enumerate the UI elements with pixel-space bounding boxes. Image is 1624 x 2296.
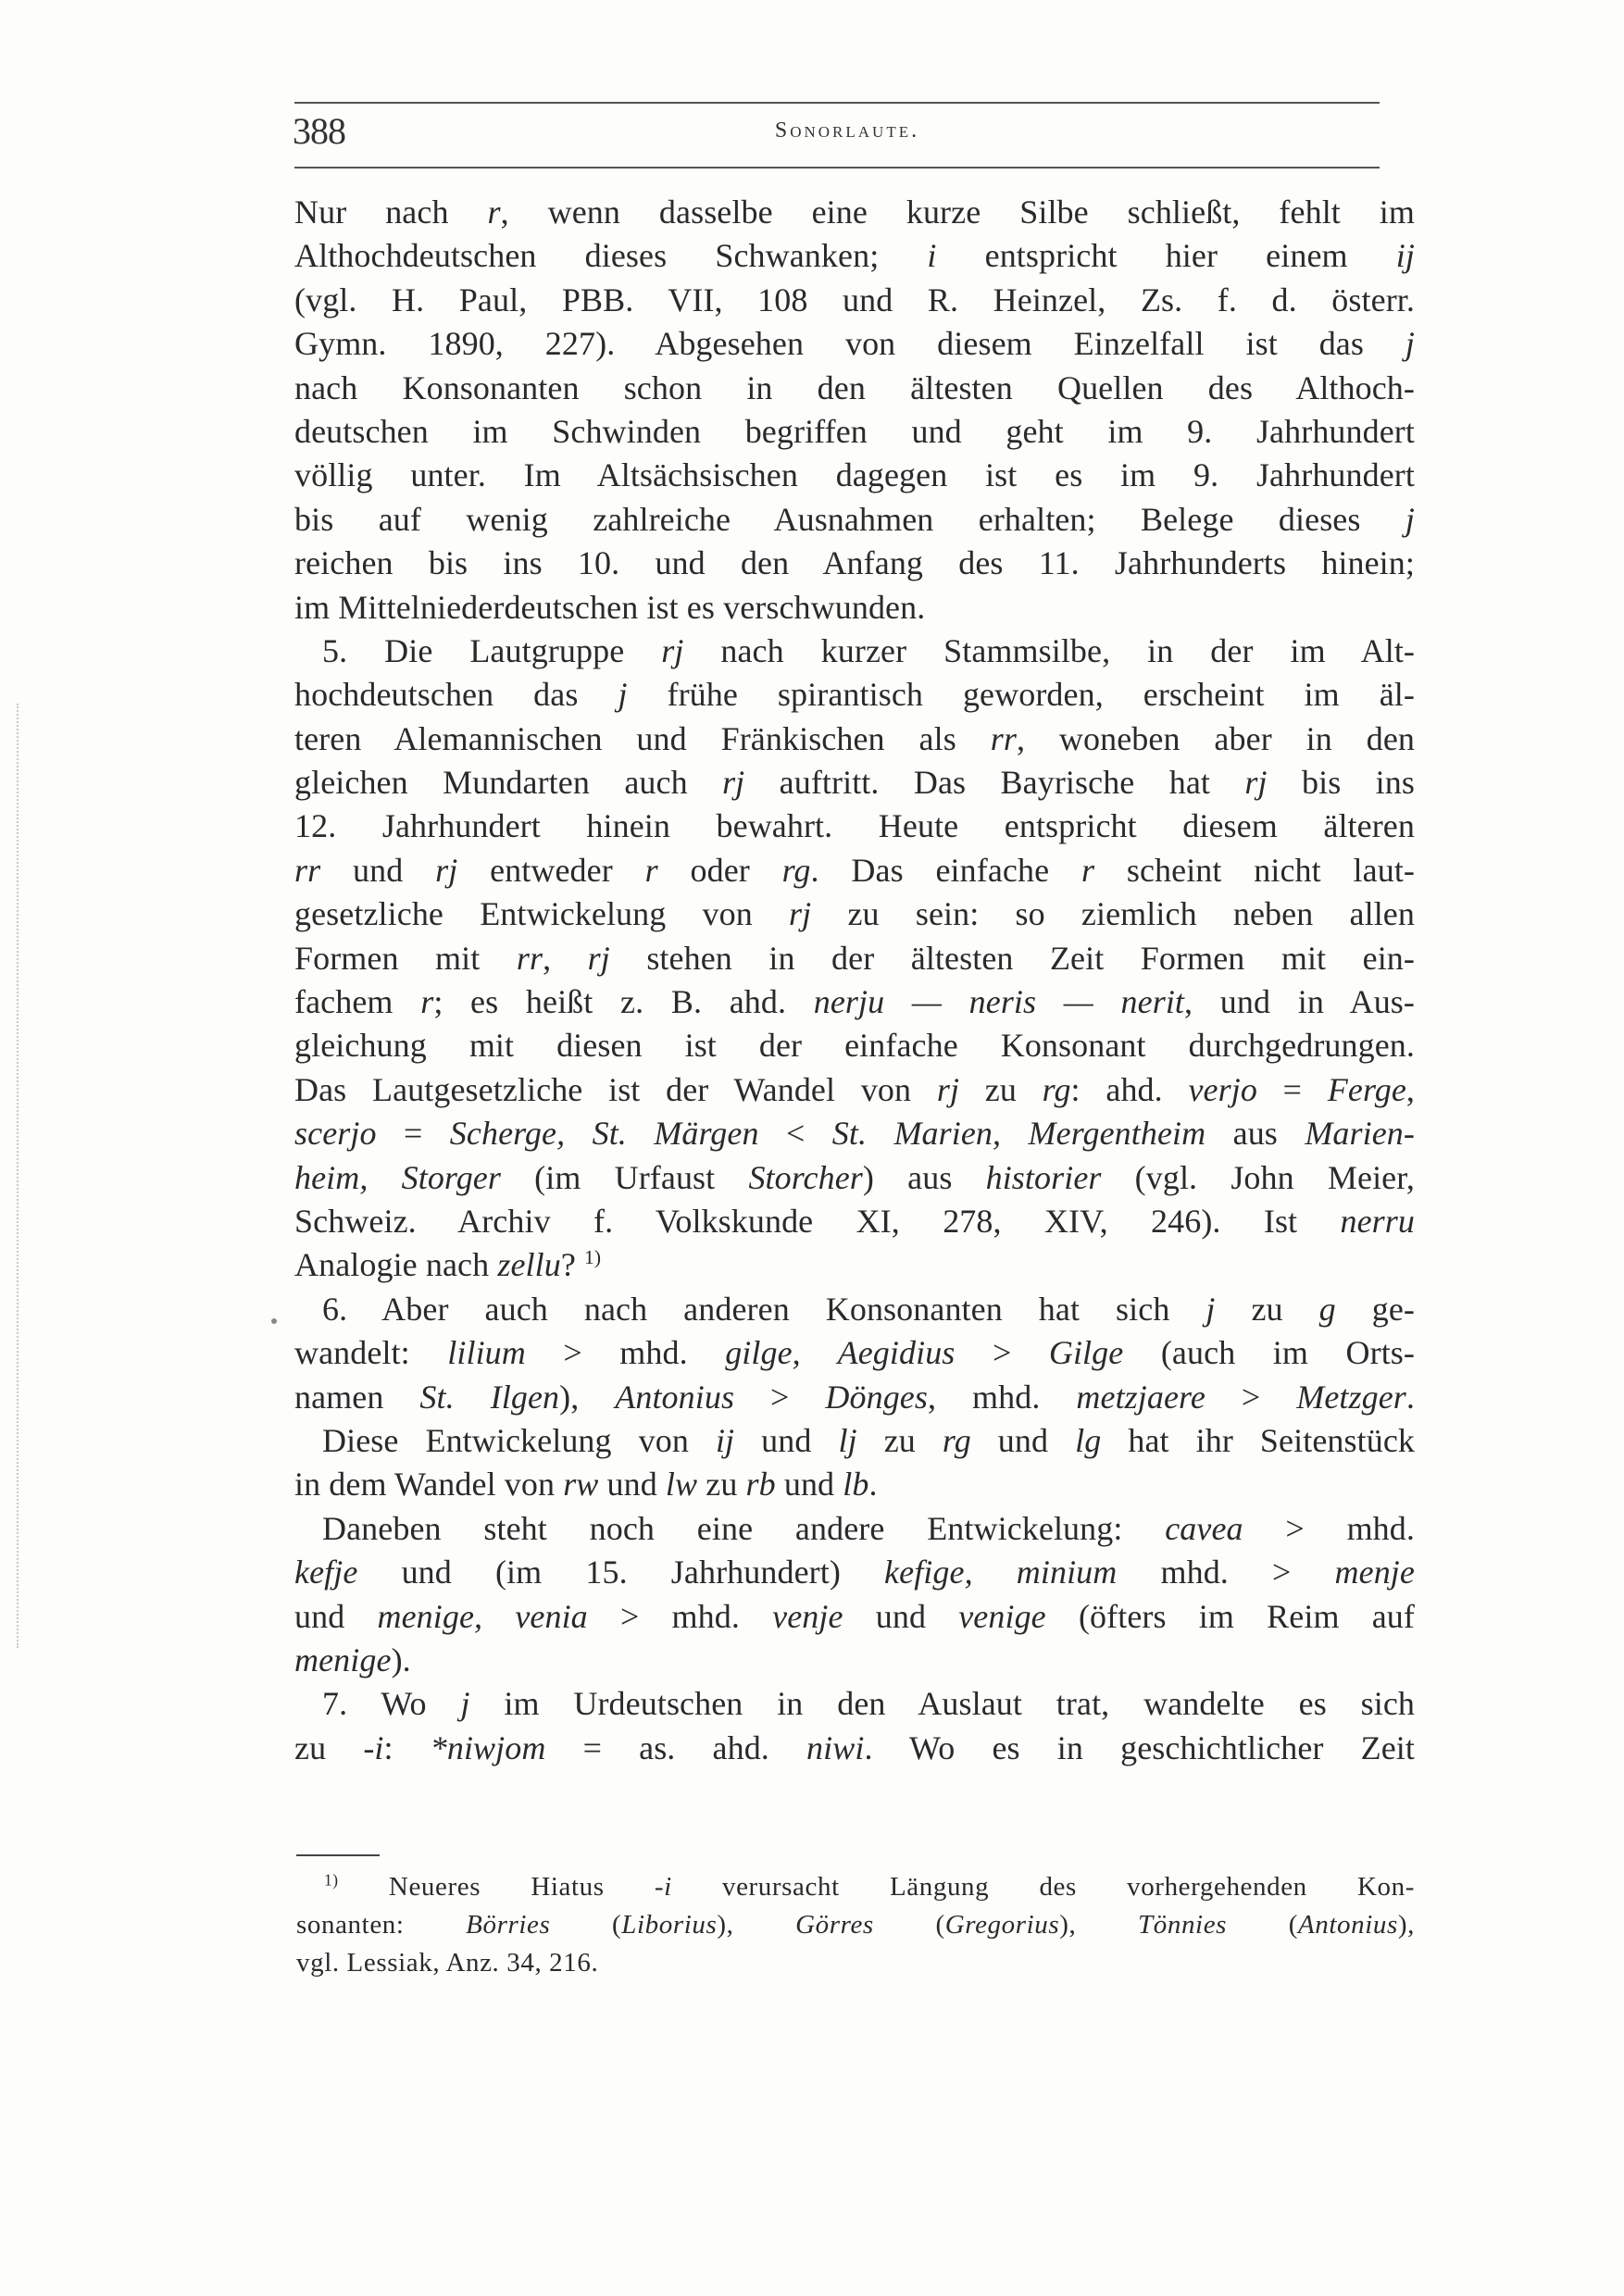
italic-term: Gregorius — [944, 1910, 1060, 1940]
text-run: = as. ahd. — [545, 1728, 807, 1766]
italic-term: metzjaere — [1076, 1378, 1206, 1416]
italic-term: nerju — neris — nerit — [813, 983, 1185, 1021]
text-run: verursacht Längung des vorhergehenden Kon- — [671, 1872, 1415, 1902]
italic-term: rg — [1042, 1070, 1071, 1108]
italic-term: rr — [294, 851, 321, 889]
text-run: , und in Aus- — [1184, 983, 1415, 1021]
italic-term: ij — [1395, 237, 1415, 275]
text-run: Neueres Hiatus — [388, 1872, 655, 1902]
body-line — [294, 1112, 1415, 1155]
text-run: fachem — [294, 983, 421, 1021]
text-run: ? — [560, 1246, 585, 1284]
italic-term: lb — [843, 1466, 869, 1504]
text-run: zu — [697, 1466, 746, 1504]
running-head: Sonorlaute. — [774, 119, 920, 143]
italic-term: kefige, minium — [884, 1554, 1118, 1591]
text-run: und (im 15. Jahrhundert) — [357, 1554, 885, 1591]
header-rule-top — [294, 102, 1380, 104]
text-run: < — [758, 1115, 832, 1153]
body-text — [294, 191, 1415, 1770]
text-run: wandelt: — [294, 1334, 448, 1372]
italic-term: r — [420, 983, 434, 1021]
italic-term: j — [1206, 1290, 1216, 1328]
header-rule-bottom — [294, 167, 1380, 168]
text-run: und — [320, 851, 436, 889]
body-line — [294, 1376, 1415, 1419]
body-line — [294, 761, 1415, 805]
italic-term: rg — [781, 851, 811, 889]
text-run: Nur nach — [294, 193, 488, 231]
italic-term: r — [644, 851, 658, 889]
body-line — [294, 234, 1415, 278]
text-run: 7. Wo — [322, 1685, 461, 1723]
text-run: > mhd. — [1243, 1509, 1415, 1547]
italic-term: rj — [936, 1070, 960, 1108]
text-run: ). — [391, 1641, 411, 1678]
italic-term: rr — [990, 719, 1017, 757]
text-run: und — [775, 1466, 843, 1504]
text-run: in dem Wandel von — [294, 1466, 564, 1504]
body-line — [294, 1551, 1415, 1594]
text-run: , woneben aber in den — [1016, 719, 1416, 757]
italic-term: menje — [1334, 1554, 1415, 1591]
italic-term: gilge, Aegidius — [725, 1334, 956, 1372]
italic-term: heim, Storger — [294, 1158, 501, 1196]
italic-term: lilium — [447, 1334, 526, 1372]
body-line — [294, 410, 1415, 454]
text-run: scheint nicht laut- — [1094, 851, 1416, 889]
italic-term: rb — [745, 1466, 776, 1504]
text-run: oder — [657, 851, 782, 889]
body-line — [294, 849, 1415, 892]
text-run: (vgl. H. Paul, PBB. VII, 108 und R. Heinzel, Zs. f. d. österr. — [294, 281, 1415, 318]
body-line — [294, 673, 1415, 717]
italic-term: Antonius — [1297, 1910, 1398, 1940]
body-line — [294, 191, 1415, 234]
italic-term: kefje — [294, 1554, 358, 1591]
italic-term: -i — [363, 1728, 384, 1766]
italic-term: Görres — [795, 1910, 874, 1940]
body-line — [294, 322, 1415, 366]
text-run: (öfters im Reim auf — [1045, 1597, 1415, 1635]
text-run: Daneben steht noch eine andere Entwickelung: — [322, 1509, 1166, 1547]
text-run: Das Lautgesetzliche ist der Wandel von — [294, 1070, 937, 1108]
italic-term: Marien- — [1305, 1115, 1415, 1153]
text-run: ) aus — [862, 1158, 986, 1196]
italic-term: Liborius — [621, 1910, 718, 1940]
body-line — [294, 1024, 1415, 1067]
italic-term: rr — [516, 939, 543, 977]
italic-term: historier — [985, 1158, 1102, 1196]
italic-term: j — [1405, 325, 1415, 363]
body-line — [294, 1639, 1415, 1682]
text-run: Analogie nach — [294, 1246, 498, 1284]
text-run: im Urdeutschen in den Auslaut trat, wandelte es sich — [469, 1685, 1415, 1723]
body-line — [294, 1419, 1415, 1463]
text-run: zu — [959, 1070, 1043, 1108]
text-run: (vgl. John Meier, — [1101, 1158, 1415, 1196]
text-run: namen — [294, 1378, 420, 1416]
text-run: : ahd. — [1070, 1070, 1189, 1108]
footnote-line — [296, 1906, 1415, 1944]
footnote-line — [296, 1868, 1415, 1906]
body-line — [294, 805, 1415, 848]
italic-term: Metzger — [1296, 1378, 1406, 1416]
italic-term: j — [618, 676, 628, 714]
text-run: hat ihr Seitenstück — [1101, 1421, 1416, 1459]
italic-term: i — [927, 237, 937, 275]
text-run: deutschen im Schwinden begriffen und geht im 9. Jahrhundert — [294, 412, 1415, 450]
text-run: ( — [873, 1910, 945, 1940]
footnote-line — [296, 1944, 1415, 1982]
text-run: Formen mit — [294, 939, 517, 977]
text-run: ( — [1227, 1910, 1298, 1940]
text-run: gesetzliche Entwickelung von — [294, 895, 790, 933]
text-run: , — [1405, 1070, 1416, 1108]
text-run: entweder — [457, 851, 645, 889]
text-run: und — [598, 1466, 666, 1504]
body-line — [294, 1682, 1415, 1726]
footnote-reference[interactable]: 1) — [584, 1246, 602, 1269]
body-line — [294, 892, 1415, 936]
italic-term: lj — [838, 1421, 857, 1459]
body-line — [294, 279, 1415, 322]
body-line — [294, 1595, 1415, 1639]
italic-term: Gilge — [1048, 1334, 1124, 1372]
italic-term: rg — [942, 1421, 971, 1459]
text-run: stehen in der ältesten Zeit Formen mit ein- — [609, 939, 1415, 977]
text-run: . — [1405, 1378, 1416, 1416]
text-run: ge- — [1335, 1290, 1415, 1328]
text-run: , wenn dasselbe eine kurze Silbe schließt, fehlt im — [500, 193, 1416, 231]
text-run: > — [955, 1334, 1049, 1372]
text-run: ( — [550, 1910, 622, 1940]
text-run: > mhd. — [587, 1597, 773, 1635]
text-run: zu sein: so ziemlich neben allen — [811, 895, 1415, 933]
italic-term: lw — [665, 1466, 698, 1504]
body-line — [294, 586, 1415, 630]
text-run: bis ins — [1267, 764, 1415, 802]
text-run: nach Konsonanten schon in den ältesten Quellen des Althoch- — [294, 368, 1415, 406]
italic-term: nerru — [1340, 1202, 1415, 1240]
italic-term: St. Marien, Mergentheim — [831, 1115, 1206, 1153]
text-run: 12. Jahrhundert hinein bewahrt. Heute entspricht diesem älteren — [294, 807, 1415, 845]
text-run: im Mittelniederdeutschen ist es verschwunden. — [294, 588, 926, 626]
text-run: gleichen Mundarten auch — [294, 764, 723, 802]
italic-term: rj — [661, 631, 684, 669]
italic-term: -i — [654, 1872, 672, 1902]
margin-mark — [271, 1318, 277, 1324]
footnote-marker: 1) — [324, 1870, 339, 1890]
text-run: ), — [1397, 1910, 1415, 1940]
body-line — [294, 1156, 1415, 1200]
text-run: hochdeutschen das — [294, 676, 618, 714]
body-line — [294, 1507, 1415, 1551]
italic-term: Scherge, St. Märgen — [449, 1115, 759, 1153]
text-run: frühe spirantisch geworden, erscheint im äl- — [627, 676, 1415, 714]
body-line — [294, 542, 1415, 585]
text-run: völlig unter. Im Altsächsischen dagegen ist es im 9. Jahrhundert — [294, 456, 1415, 494]
text-run: 6. Aber auch nach anderen Konsonanten hat sich — [322, 1290, 1206, 1328]
text-run: : — [383, 1728, 431, 1766]
text-run: mhd. > — [1117, 1554, 1335, 1591]
text-run: und — [970, 1421, 1076, 1459]
italic-term: j — [460, 1685, 470, 1723]
text-run: und — [734, 1421, 839, 1459]
text-run: und — [294, 1597, 378, 1635]
text-run: zu — [294, 1728, 364, 1766]
italic-term: venige — [958, 1597, 1046, 1635]
text-run: > — [734, 1378, 826, 1416]
body-line — [294, 718, 1415, 761]
body-line — [294, 1288, 1415, 1331]
text-run: zu — [1215, 1290, 1319, 1328]
text-run: 5. Die Lautgruppe — [322, 631, 662, 669]
italic-term: lg — [1075, 1421, 1102, 1459]
text-run: aus — [1206, 1115, 1305, 1153]
italic-term: rj — [587, 939, 610, 977]
italic-term: St. Ilgen — [419, 1378, 560, 1416]
italic-term: Dönges — [825, 1378, 928, 1416]
text-run: > — [1205, 1378, 1297, 1416]
text-run: (auch im Orts- — [1123, 1334, 1415, 1372]
text-run: nach kurzer Stammsilbe, in der im Alt- — [683, 631, 1416, 669]
body-line — [294, 1463, 1415, 1506]
italic-term: rj — [722, 764, 745, 802]
italic-term: rw — [563, 1466, 599, 1504]
italic-term: r — [1081, 851, 1095, 889]
italic-term: niwi — [806, 1728, 865, 1766]
italic-term: Antonius — [615, 1378, 735, 1416]
text-run: . Das einfache — [810, 851, 1081, 889]
text-run: gleichung mit diesen ist der einfache Konsonant durchgedrungen. — [294, 1027, 1415, 1065]
text-run: teren Alemannischen und Fränkischen als — [294, 719, 991, 757]
text-run: ; es heißt z. B. ahd. — [433, 983, 814, 1021]
footnote-rule — [296, 1854, 380, 1856]
italic-term: r — [487, 193, 501, 231]
text-run: entspricht hier einem — [936, 237, 1396, 275]
text-run: und — [843, 1597, 959, 1635]
italic-term: menige — [294, 1641, 392, 1678]
italic-term: scerjo — [294, 1115, 377, 1153]
text-run: . — [868, 1466, 878, 1504]
italic-term: Tönnies — [1138, 1910, 1228, 1940]
body-line — [294, 1331, 1415, 1375]
text-run: (im Urfaust — [501, 1158, 749, 1196]
text-run: ), — [717, 1910, 796, 1940]
text-run: Althochdeutschen dieses Schwanken; — [294, 237, 928, 275]
body-line — [294, 1727, 1415, 1770]
text-run: zu — [856, 1421, 943, 1459]
italic-term: Storcher — [748, 1158, 863, 1196]
body-line — [294, 1068, 1415, 1112]
italic-term: menige, venia — [377, 1597, 588, 1635]
italic-term: Börries — [466, 1910, 551, 1940]
text-run: . Wo es in geschichtlicher Zeit — [864, 1728, 1415, 1766]
text-run: reichen bis ins 10. und den Anfang des 11. Jahrhunderts hinein; — [294, 544, 1415, 582]
page-number: 388 — [293, 110, 345, 152]
italic-term: rj — [1244, 764, 1268, 802]
text-run: Diese Entwickelung von — [322, 1421, 716, 1459]
text-run: bis auf wenig zahlreiche Ausnahmen erhalten; Belege dieses — [294, 500, 1405, 538]
text-run: vgl. Lessiak, Anz. 34, 216. — [296, 1948, 599, 1978]
page-edge-shadow — [17, 704, 20, 1648]
body-line — [294, 498, 1415, 542]
italic-term: rj — [789, 895, 812, 933]
text-run: , mhd. — [927, 1378, 1077, 1416]
italic-term: cavea — [1165, 1509, 1243, 1547]
text-run: , — [543, 939, 588, 977]
text-run: sonanten: — [296, 1910, 467, 1940]
text-run: ), — [559, 1378, 616, 1416]
italic-term: verjo — [1188, 1070, 1257, 1108]
text-run: auftritt. Das Bayrische hat — [744, 764, 1245, 802]
body-line — [294, 1200, 1415, 1243]
text-run: > mhd. — [525, 1334, 726, 1372]
text-run: ), — [1059, 1910, 1139, 1940]
footnotes — [296, 1868, 1415, 1982]
body-line — [294, 454, 1415, 497]
body-line — [294, 937, 1415, 980]
text-run: = — [1256, 1070, 1328, 1108]
italic-term: venje — [772, 1597, 843, 1635]
body-line — [294, 367, 1415, 410]
body-line — [294, 630, 1415, 673]
body-line — [294, 980, 1415, 1024]
italic-term: g — [1318, 1290, 1336, 1328]
text-run: = — [376, 1115, 450, 1153]
italic-term: Ferge — [1327, 1070, 1406, 1108]
italic-term: *niwjom — [430, 1728, 546, 1766]
italic-term: ij — [715, 1421, 735, 1459]
body-line — [294, 1243, 1415, 1287]
italic-term: rj — [435, 851, 458, 889]
text-run: Gymn. 1890, 227). Abgesehen von diesem Einzelfall ist das — [294, 325, 1405, 363]
italic-term: j — [1405, 500, 1415, 538]
text-run: Schweiz. Archiv f. Volkskunde XI, 278, XIV, 246). Ist — [294, 1202, 1341, 1240]
italic-term: zellu — [497, 1246, 561, 1284]
